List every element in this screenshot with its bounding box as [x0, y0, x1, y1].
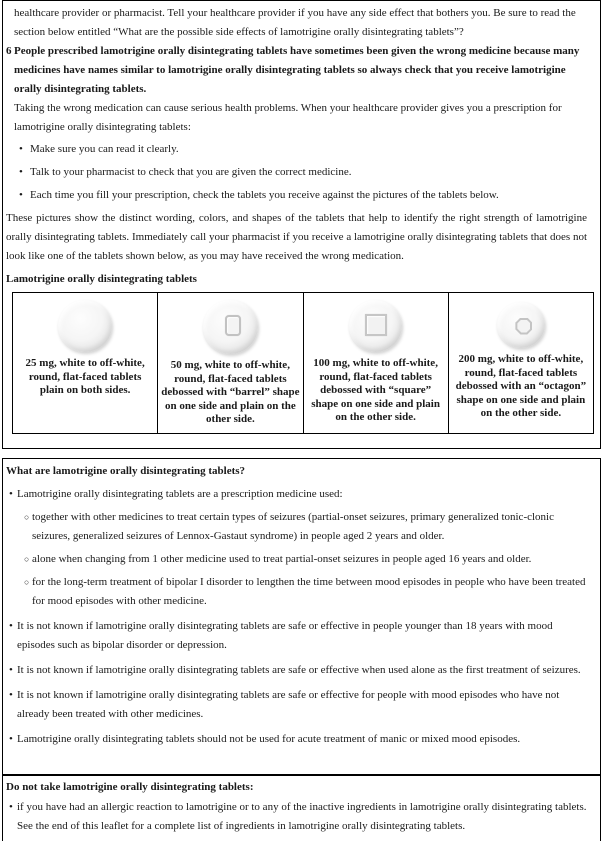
sub-list-item: [17, 508, 587, 546]
barrel-deboss-shape: [225, 315, 241, 336]
tablet-200mg-octagon-icon: [497, 302, 545, 348]
list-item-text: Lamotrigine orally disintegrating tablets should not be used for acute treatment of manic or mixed mood episodes.: [17, 733, 521, 745]
tablet-cell-25mg: [13, 293, 158, 434]
list-item-text: Make sure you can read it clearly.: [30, 143, 179, 155]
tablet-table-title: Lamotrigine orally disintegrating tablets: [6, 273, 197, 285]
list-item: [6, 163, 587, 182]
tablet-25mg-description: 25 mg, white to off-white, round, flat-faced tablets plain on both sides.: [25, 357, 145, 396]
list-item: [6, 730, 587, 749]
intro-continuation-paragraph: healthcare provider or pharmacist. Tell your healthcare provider if you have any side effect that bothers you. Be sure to read the section below entitled “What are the possible side effects of lamotrigine orally disintegrating tablets”?: [14, 7, 576, 38]
table-row: [13, 293, 594, 434]
bullet-icon: •: [9, 733, 13, 745]
list-item: [6, 798, 587, 836]
list-item: [6, 661, 587, 680]
tablet-pictures-table: [12, 292, 594, 434]
tablet-100mg-description: 100 mg, white to off-white, round, flat-faced tablets debossed with “square” shape on one side and plain on the other side.: [311, 357, 440, 423]
tablet-50mg-description: 50 mg, white to off-white, round, flat-faced tablets debossed with “barrel” shape on one side and plain on the other side.: [161, 359, 300, 425]
bullet-icon: •: [19, 189, 23, 201]
list-item-text: Talk to your pharmacist to check that you are given the correct medicine.: [30, 166, 352, 178]
circle-bullet-icon: ○: [24, 577, 30, 587]
numbered-item-6: [6, 42, 587, 99]
tablet-50mg-barrel-icon: [203, 300, 258, 354]
list-item-text: Each time you fill your prescription, check the tablets you receive against the pictures of the tablets below.: [30, 189, 499, 201]
prescription-medicine-intro: Lamotrigine orally disintegrating tablets are a prescription medicine used:: [17, 488, 343, 500]
section-what-are-tablets: [2, 458, 601, 775]
do-not-take-heading: Do not take lamotrigine orally disintegrating tablets:: [6, 781, 254, 793]
circle-bullet-icon: ○: [24, 554, 30, 564]
list-item: [6, 686, 587, 724]
list-item: [6, 140, 587, 159]
bullet-icon: •: [9, 488, 13, 500]
sub-list-item-text: alone when changing from 1 other medicine used to treat partial-onset seizures in people aged 16 years and older.: [32, 553, 532, 565]
list-item-text: It is not known if lamotrigine orally disintegrating tablets are safe or effective in people younger than 18 years with mood episodes such as bipolar disorder or depression.: [17, 620, 553, 651]
bullet-icon: •: [19, 166, 23, 178]
octagon-deboss-shape: [515, 318, 532, 335]
tablet-cell-200mg: [448, 293, 593, 434]
tablet-200mg-description: 200 mg, white to off-white, round, flat-faced tablets debossed with an “octagon” shape on one side and plain on the other side.: [455, 353, 587, 419]
bullet-icon: •: [9, 620, 13, 632]
list-item: [6, 186, 587, 205]
tablet-pictures-paragraph: These pictures show the distinct wording, colors, and shapes of the tablets that help to identify the right strength of lamotrigine orally disintegrating tablets. Immediately call your pharmacist if you receive a lamotrigine orally disintegrating tablets that does not look like one of the tablets shown below, as you may have received the wrong medication.: [6, 212, 587, 262]
bullet-icon: •: [9, 664, 13, 676]
tablet-cell-100mg: [303, 293, 448, 434]
section-medication-guide-top: [2, 0, 601, 449]
section-do-not-take: [2, 775, 601, 841]
sub-list-item-text: together with other medicines to treat certain types of seizures (partial-onset seizures, primary generalized tonic-clonic seizures, generalized seizures of Lennox-Gastaut syndrome) in people aged 2 years and older.: [32, 511, 554, 542]
circle-bullet-icon: ○: [24, 512, 30, 522]
list-item: [6, 485, 587, 611]
list-item-text: if you have had an allergic reaction to lamotrigine or to any of the inactive ingredients in lamotrigine orally disintegrating tablets. See the end of this leaflet for a complete list of ingredients in lamotrigine orally disintegrating tablets.: [17, 801, 587, 832]
sub-list-item-text: for the long-term treatment of bipolar I disorder to lengthen the time between mood episodes in people who have been treated for mood episodes with other medicine.: [32, 576, 586, 607]
item-6-bold-text: People prescribed lamotrigine orally disintegrating tablets have sometimes been given the wrong medicine because many medicines have names similar to lamotrigine orally disintegrating tablets so always check that you receive lamotrigine orally disintegrating tablets.: [14, 45, 580, 95]
prescription-check-list: [6, 140, 587, 205]
bullet-icon: •: [9, 689, 13, 701]
list-item: [6, 617, 587, 655]
sub-list-item: [17, 573, 587, 611]
sub-list-item: [17, 550, 587, 569]
wrong-medication-paragraph: Taking the wrong medication can cause serious health problems. When your healthcare provider gives you a prescription for lamotrigine orally disintegrating tablets:: [14, 102, 562, 133]
list-item-text: [17, 485, 587, 611]
tablet-100mg-square-icon: [349, 300, 402, 352]
what-are-heading: What are lamotrigine orally disintegrating tablets?: [6, 465, 246, 477]
tablet-25mg-plain-icon: [58, 300, 112, 352]
bullet-icon: •: [9, 801, 13, 813]
list-item-text: It is not known if lamotrigine orally disintegrating tablets are safe or effective when used alone as the first treatment of seizures.: [17, 664, 581, 676]
bullet-icon: •: [19, 143, 23, 155]
item-6-number: 6: [6, 45, 12, 57]
square-deboss-shape: [365, 314, 387, 336]
tablet-cell-50mg: [158, 293, 303, 434]
list-item-text: It is not known if lamotrigine orally disintegrating tablets are safe or effective for people with mood episodes who have not already been treated with other medicines.: [17, 689, 560, 720]
